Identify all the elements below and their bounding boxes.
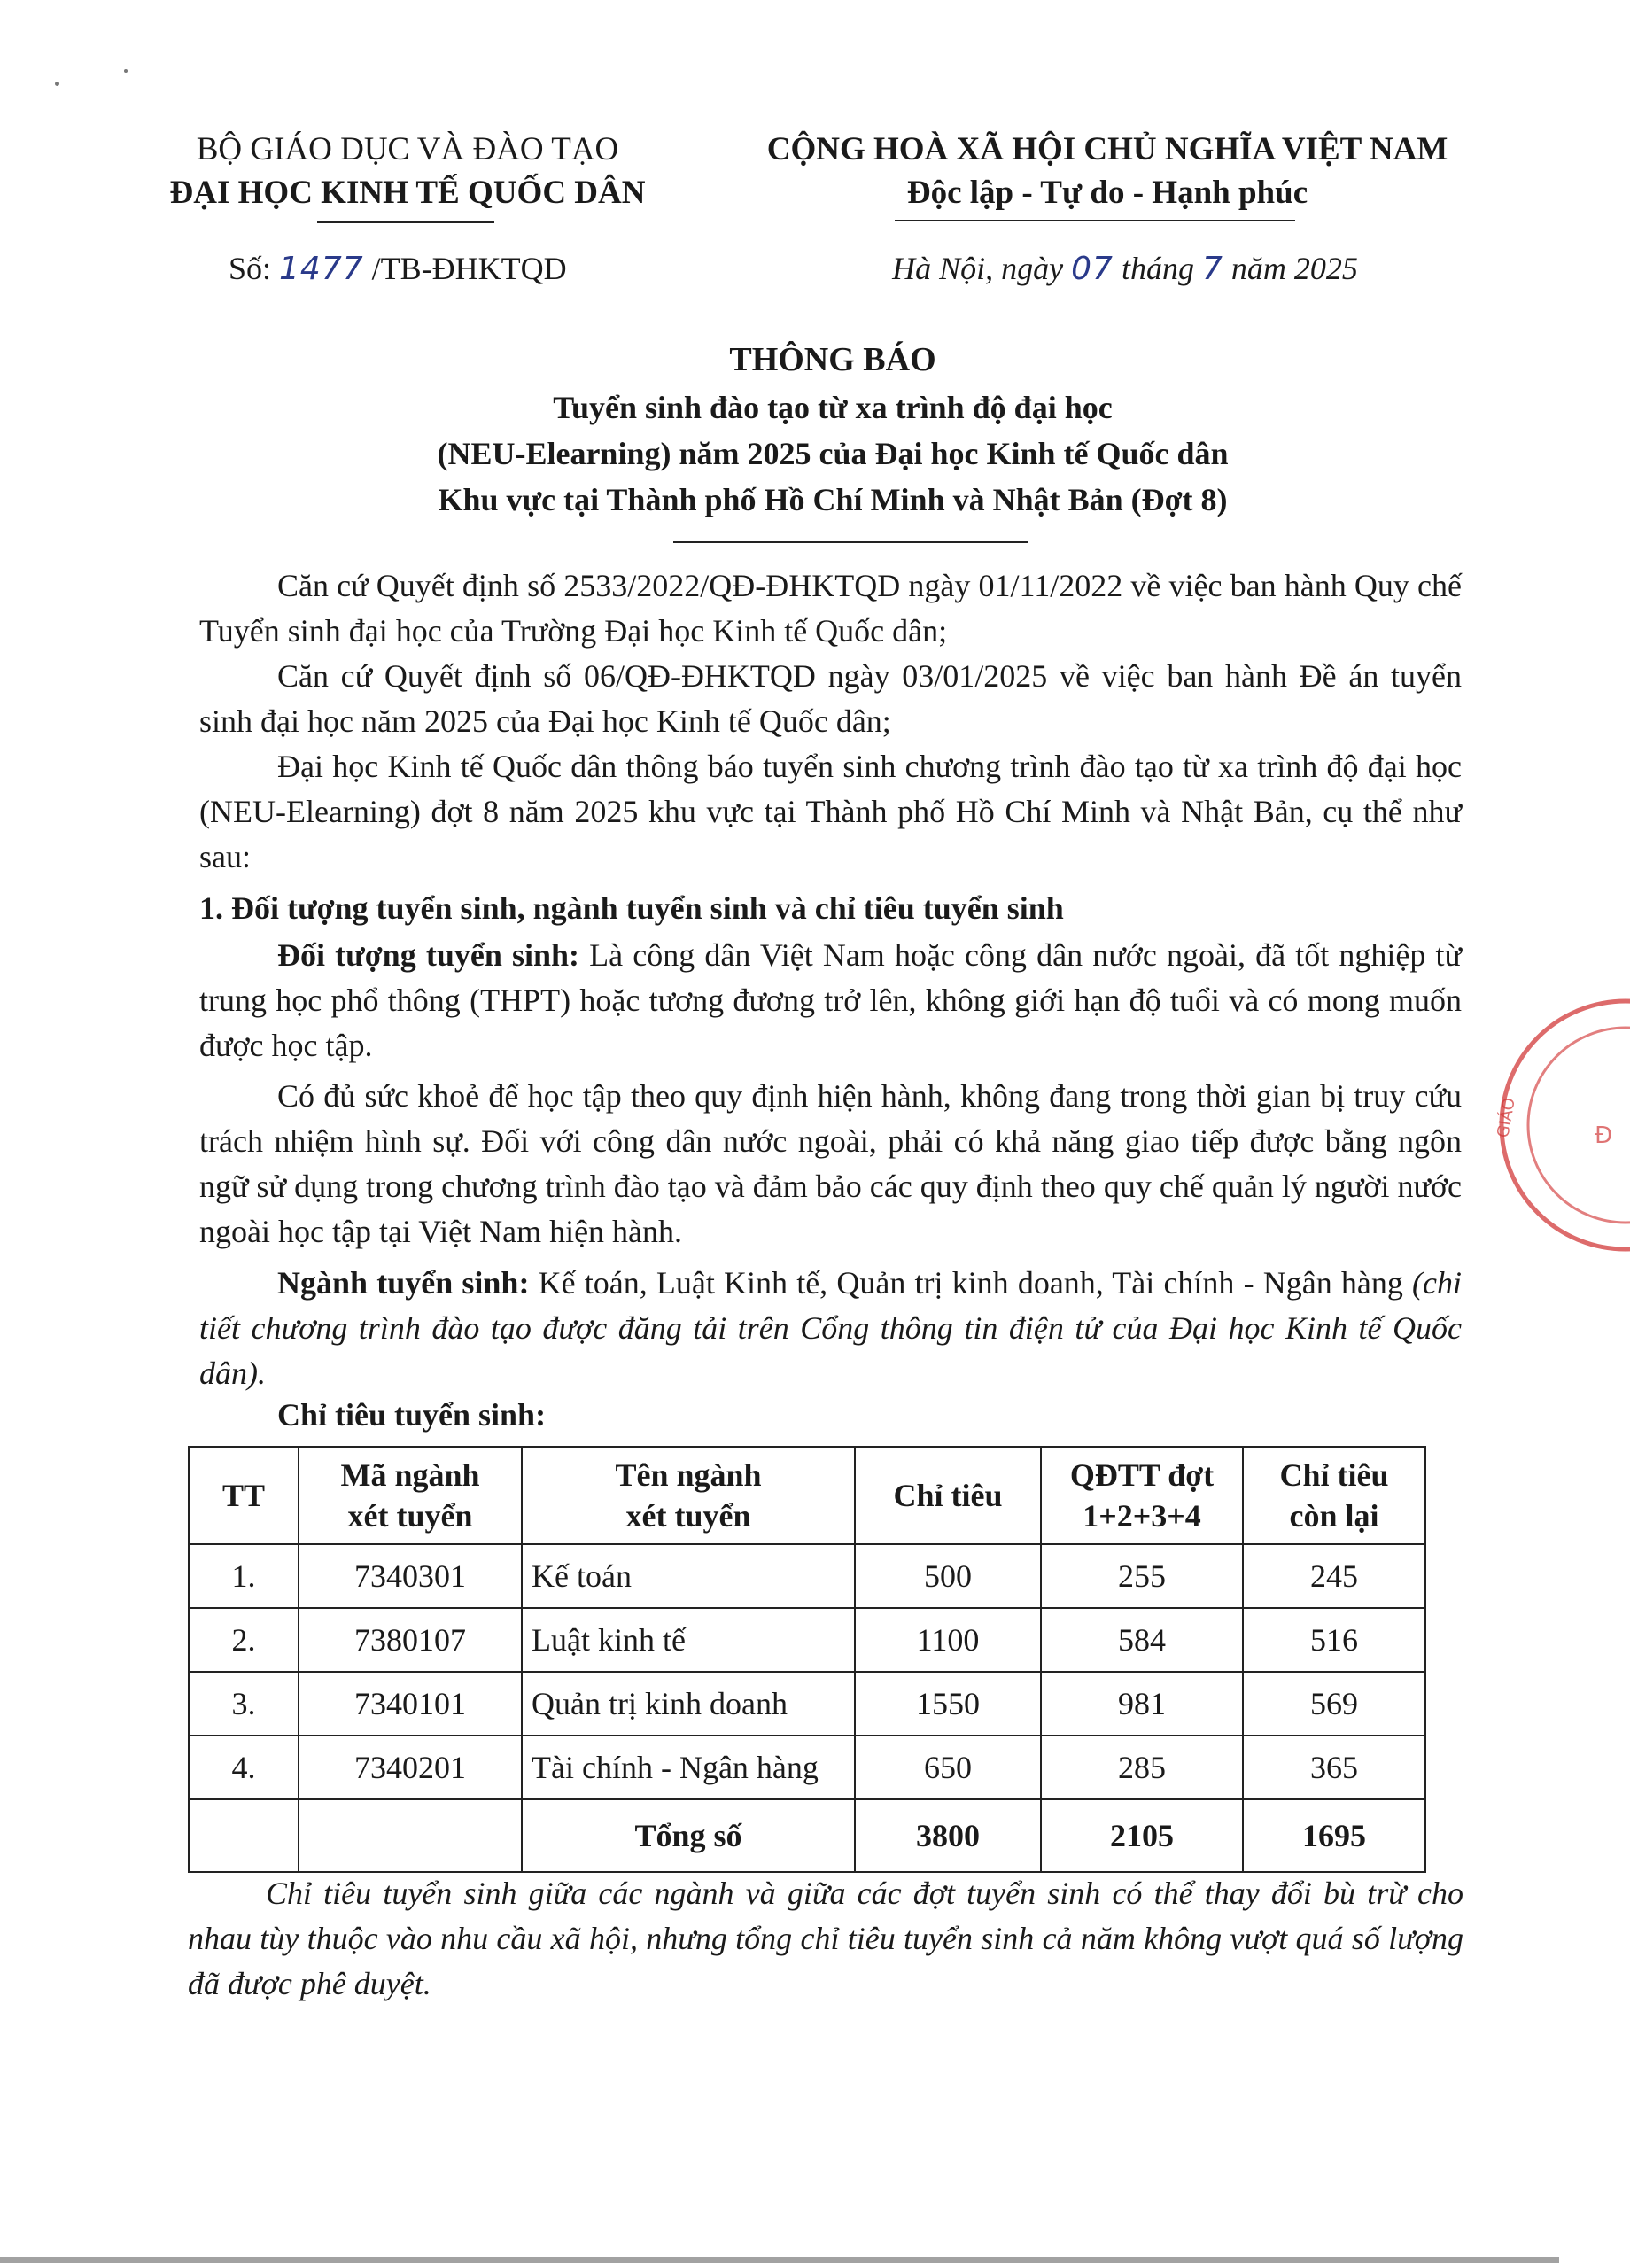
total-label: Tổng số [522,1799,855,1872]
header-decided-line2: 1+2+3+4 [1083,1498,1201,1534]
title-main: THÔNG BÁO [729,341,936,378]
cell-name: Quản trị kinh doanh [522,1672,855,1736]
paragraph-basis-1: Căn cứ Quyết định số 2533/2022/QĐ-ĐHKTQD ngày 01/11/2022 về việc ban hành Quy chế Tuyển sinh đại học của Trường Đại học Kinh tế Quốc dân; [199,568,1462,649]
cell-tt: 1. [189,1544,299,1608]
cell-quota: 1550 [855,1672,1041,1736]
national-header [762,128,1453,215]
cell-quota: 1100 [855,1608,1041,1672]
cell-tt: 4. [189,1736,299,1799]
paragraph-majors [199,1261,1462,1396]
header-tt: TT [189,1447,299,1544]
table-row [189,1736,1425,1799]
header-left-underline [317,221,494,223]
header-name-line2: xét tuyển [625,1498,751,1534]
cell-code: 7340101 [299,1672,522,1736]
document-number [229,250,567,287]
number-prefix: Số: [229,251,280,286]
table-row [189,1608,1425,1672]
header-remain-line2: còn lại [1289,1498,1379,1534]
eligibility-text: Là công dân Việt Nam hoặc công dân nước ngoài, đã tốt nghiệp từ trung học phổ thông (THPT) hoặc tương đương trở lên, không giới hạn độ tuổi và có mong muốn được học tập. [199,937,1462,1063]
title-line-3: Khu vực tại Thành phố Hồ Chí Minh và Nhật Bản (Đợt 8) [438,482,1228,517]
table-total-row [189,1799,1425,1872]
cell-name: Kế toán [522,1544,855,1608]
majors-text: Kế toán, Luật Kinh tế, Quản trị kinh doanh, Tài chính - Ngân hàng [529,1265,1413,1301]
table-row [189,1672,1425,1736]
cell-tt: 3. [189,1672,299,1736]
table-row [189,1544,1425,1608]
date-mid: tháng [1113,251,1202,286]
total-remain: 1695 [1243,1799,1425,1872]
cell-name: Tài chính - Ngân hàng [522,1736,855,1799]
section-1-heading: 1. Đối tượng tuyển sinh, ngành tuyển sinh và chỉ tiêu tuyển sinh [199,890,1064,926]
cell-quota: 650 [855,1736,1041,1799]
country-name: CỘNG HOÀ XÃ HỘI CHỦ NGHĨA VIỆT NAM [766,131,1448,167]
eligibility-label: Đối tượng tuyển sinh: [277,937,580,973]
paragraph-announcement: Đại học Kinh tế Quốc dân thông báo tuyển sinh chương trình đào tạo từ xa trình độ đại học (NEU-Elearning) đợt 8 năm 2025 khu vực tại Thành phố Hồ Chí Minh và Nhật Bản, cụ thể như sau: [199,749,1462,874]
cell-name: Luật kinh tế [522,1608,855,1672]
date-suffix: năm 2025 [1222,251,1358,286]
cell-code: 7380107 [299,1608,522,1672]
paragraph-basis-2: Căn cứ Quyết định số 06/QĐ-ĐHKTQD ngày 03/01/2025 về việc ban hành Đề án tuyển sinh đại học năm 2025 của Đại học Kinh tế Quốc dân; [199,658,1462,739]
total-quota: 3800 [855,1799,1041,1872]
majors-label: Ngành tuyển sinh: [277,1265,530,1301]
header-decided [1041,1447,1243,1544]
number-suffix: /TB-ĐHKTQD [363,251,567,286]
ministry-header [142,128,673,215]
header-right-underline [895,220,1295,221]
cell-decided: 255 [1041,1544,1243,1608]
scan-speck [55,82,59,86]
header-code [299,1447,522,1544]
quota-note: Chỉ tiêu tuyển sinh giữa các ngành và giữa các đợt tuyển sinh có thể thay đổi bù trừ cho nhau tùy thuộc vào nhu cầu xã hội, nhưng tổng chỉ tiêu tuyển sinh cả năm không vượt quá số lượng đã được phê duyệt. [188,1876,1463,2001]
country-motto: Độc lập - Tự do - Hạnh phúc [906,175,1308,211]
header-code-line2: xét tuyển [347,1498,473,1534]
cell-decided: 285 [1041,1736,1243,1799]
ministry-name: BỘ GIÁO DỤC VÀ ĐÀO TẠO [196,131,619,167]
document-date [850,250,1400,287]
header-remain [1243,1447,1425,1544]
handwritten-day: 07 [1071,251,1114,287]
cell-code: 7340301 [299,1544,522,1608]
quota-heading: Chỉ tiêu tuyển sinh: [277,1397,547,1433]
title-line-1: Tuyển sinh đào tạo từ xa trình độ đại học [553,390,1113,425]
paragraph-requirements: Có đủ sức khoẻ để học tập theo quy định hiện hành, không đang trong thời gian bị truy cứu trách nhiệm hình sự. Đối với công dân nước ngoài, phải có khả năng giao tiếp được bằng ngôn ngữ sử dụng trong chương trình đào tạo và đảm bảo các quy định theo quy chế quản lý người nước ngoài học tập tại Việt Nam hiện hành. [199,1078,1462,1249]
cell-remain: 365 [1243,1736,1425,1799]
majors-note: (chi tiết chương trình đào tạo được đăng tải trên Cổng thông tin điện tử của Đại học Kinh tế Quốc dân). [199,1265,1463,1391]
total-decided: 2105 [1041,1799,1243,1872]
quota-table [188,1446,1426,1873]
paragraph-eligibility [199,933,1462,1068]
scan-speck [124,69,128,73]
cell-quota: 500 [855,1544,1041,1608]
header-name-line1: Tên ngành [615,1457,762,1493]
cell-remain: 245 [1243,1544,1425,1608]
handwritten-month: 7 [1201,251,1223,287]
header-name [522,1447,855,1544]
date-prefix: Hà Nội, ngày [892,251,1072,286]
scan-edge-shadow [0,2257,1559,2263]
cell-decided: 981 [1041,1672,1243,1736]
cell-empty [189,1799,299,1872]
cell-remain: 516 [1243,1608,1425,1672]
handwritten-number: 1477 [279,251,364,287]
svg-text:GIÁO: GIÁO [1494,1096,1519,1139]
table-header-row [189,1447,1425,1544]
header-remain-line1: Chỉ tiêu [1279,1457,1389,1493]
official-seal-icon [1488,992,1630,1258]
header-decided-line1: QĐTT đợt [1069,1457,1215,1493]
title-line-2: (NEU-Elearning) năm 2025 của Đại học Kinh tế Quốc dân [437,436,1229,471]
header-quota: Chỉ tiêu [855,1447,1041,1544]
cell-empty [299,1799,522,1872]
cell-code: 7340201 [299,1736,522,1799]
header-code-line1: Mã ngành [340,1457,480,1493]
title-underline [673,541,1028,543]
cell-remain: 569 [1243,1672,1425,1736]
notice-title [213,335,1453,523]
university-name: ĐẠI HỌC KINH TẾ QUỐC DÂN [169,175,646,211]
svg-text:Đ: Đ [1595,1122,1613,1149]
cell-tt: 2. [189,1608,299,1672]
cell-decided: 584 [1041,1608,1243,1672]
